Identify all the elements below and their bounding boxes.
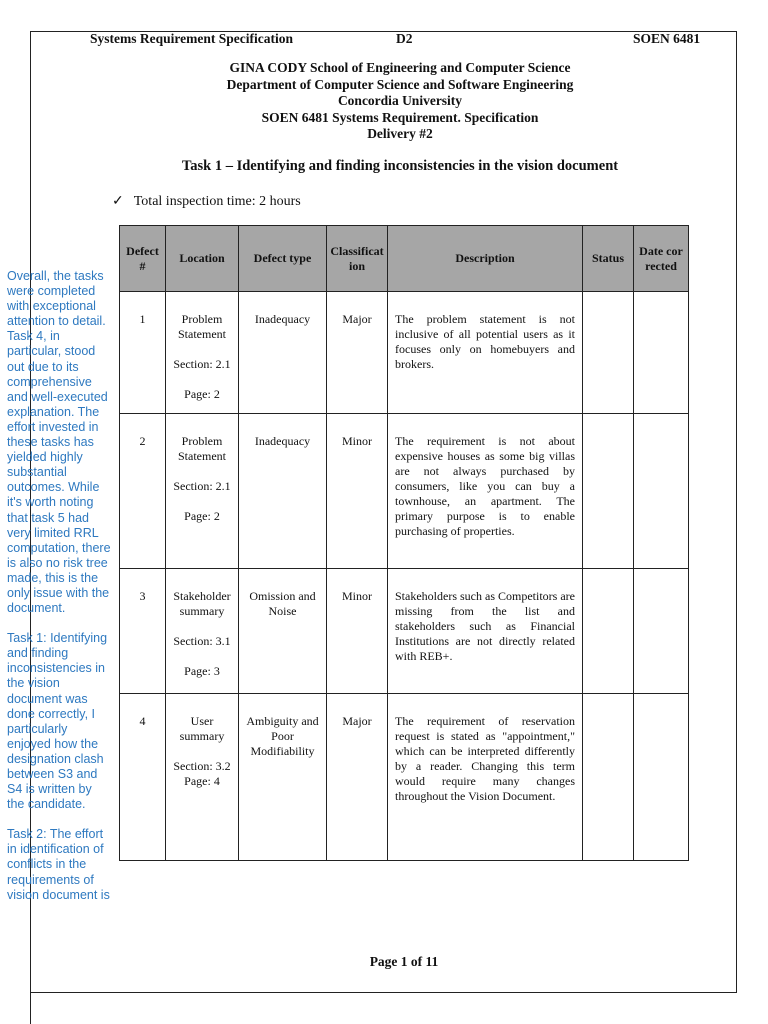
defect-type: Omission and Noise (239, 569, 327, 694)
defect-classification: Minor (327, 413, 388, 568)
location-section: Section: 2.1 (173, 357, 231, 371)
school-name: GINA CODY School of Engineering and Computer Science (229, 60, 571, 75)
location-name: Problem Statement (178, 433, 226, 463)
defect-description: The requirement of reservation request is stated as "appointment," which can be interpreted differently by a reader. Changing this term would require many changes throughout the Vision Document. (388, 694, 583, 861)
location-page: Page: 2 (184, 387, 220, 401)
header-course-code: SOEN 6481 (633, 31, 701, 46)
table-row (120, 569, 689, 694)
col-header-location: Location (166, 226, 239, 292)
defect-description: The requirement is not about expensive houses as some big villas are not always purchased by consumers, like you can buy a townhouse, an apartment. The primary purpose is to enable purchasing of properties. (388, 413, 583, 568)
location-section: Section: 3.1 (173, 634, 231, 649)
defect-status (583, 694, 634, 861)
page-number: Page 1 of 11 (369, 954, 439, 969)
university-name: Concordia University (337, 93, 463, 108)
location-name: User summary (179, 714, 225, 744)
col-header-status: Status (583, 226, 634, 292)
department-name: Department of Computer Science and Software Engineering (226, 76, 574, 92)
inspection-time-text: Total inspection time: 2 hours (133, 194, 301, 209)
location-page: Page: 4 (184, 774, 220, 789)
defect-classification: Minor (327, 569, 388, 694)
defect-status (583, 569, 634, 694)
inspection-time-bullet (112, 193, 301, 210)
col-header-description: Description (388, 226, 583, 292)
defect-number: 1 (120, 292, 166, 414)
col-header-classification: Classification (327, 226, 388, 292)
defect-date-corrected (634, 694, 689, 861)
defect-status (583, 292, 634, 414)
table-row (120, 292, 689, 414)
location-name: Problem Statement (178, 312, 226, 341)
defects-table (119, 225, 689, 861)
defect-number: 2 (120, 413, 166, 568)
defect-type: Ambiguity and Poor Modifiability (239, 694, 327, 861)
comment-paragraph: Task 1: Identifying and finding inconsistencies in the vision document was done correctly, I particularly enjoyed how the designation clash between S3 and S4 is written by the candidate. (7, 631, 108, 812)
defect-type: Inadequacy (239, 292, 327, 414)
defect-location (166, 413, 239, 568)
location-section: Section: 3.2 (173, 759, 231, 774)
header-delivery: D2 (396, 31, 413, 46)
comment-paragraph: Overall, the tasks were completed with exceptional attention to detail. Task 4, in particular, stood out due to its comprehensive and well-executed explanation. The effort invested in these tasks has yielded highly substantial outcomes. While it's worth noting that task 5 had very limited RRL computation, there is also no risk tree made, this is the only issue with the document. (7, 269, 111, 616)
defect-location (166, 292, 239, 414)
location-page: Page: 2 (184, 508, 220, 523)
review-comment (7, 269, 111, 1024)
defect-location (166, 569, 239, 694)
table-row (120, 694, 689, 861)
defect-location (166, 694, 239, 861)
location-name: Stakeholder summary (173, 589, 231, 619)
col-header-date-corrected: Date corrected (634, 226, 689, 292)
defect-status (583, 413, 634, 568)
task-title: Task 1 – Identifying and finding inconsistencies in the vision document (181, 158, 619, 174)
comment-paragraph: Task 2: The effort in identification of conflicts in the requirements of vision document is (7, 827, 110, 902)
delivery-label: Delivery #2 (367, 126, 433, 141)
col-header-defect-num: Defect # (120, 226, 166, 292)
defect-classification: Major (327, 694, 388, 861)
location-section: Section: 2.1 (173, 478, 231, 493)
table-row (120, 413, 689, 568)
defect-type: Inadequacy (239, 413, 327, 568)
title-block (90, 60, 710, 143)
col-header-defect-type: Defect type (239, 226, 327, 292)
course-title: SOEN 6481 Systems Requirement. Specification (261, 109, 539, 125)
defect-classification: Major (327, 292, 388, 414)
defect-date-corrected (634, 569, 689, 694)
defect-description: The problem statement is not inclusive of all potential users as it focuses only on homebuyers and brokers. (388, 292, 583, 414)
table-header-row (120, 226, 689, 292)
defect-description: Stakeholders such as Competitors are missing from the list and stakeholders such as Financial Institutions are not directly related with REB+. (388, 569, 583, 694)
defect-number: 4 (120, 694, 166, 861)
header-doc-title: Systems Requirement Specification (90, 31, 293, 46)
defect-number: 3 (120, 569, 166, 694)
location-page: Page: 3 (184, 664, 220, 679)
check-icon: ✓ (112, 194, 124, 209)
defect-date-corrected (634, 292, 689, 414)
defect-date-corrected (634, 413, 689, 568)
